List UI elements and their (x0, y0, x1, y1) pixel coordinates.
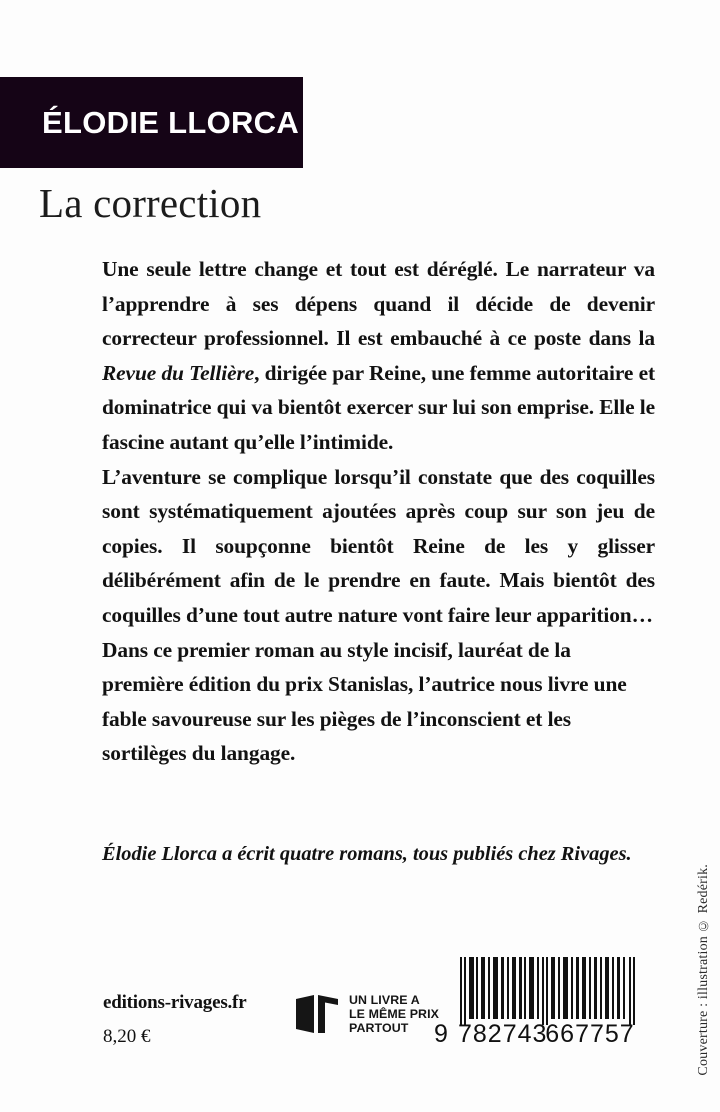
isbn-barcode (434, 957, 640, 1053)
single-price-logo-text (349, 993, 439, 1036)
publisher-website[interactable]: editions-rivages.fr (103, 992, 247, 1013)
back-cover-blurb (102, 252, 655, 771)
barcode-bars (460, 957, 640, 1025)
blurb-paragraph-1 (102, 252, 655, 460)
isbn-left-group: 782743 (458, 1019, 548, 1048)
price-label: 8,20 € (103, 1026, 151, 1047)
blurb-review-title: Revue du Tellière (102, 360, 255, 385)
isbn-digits (434, 1019, 640, 1049)
open-book-icon (294, 993, 340, 1035)
price-logo-line-2: LE MÊME PRIX (349, 1007, 440, 1022)
blurb-paragraph-2: L’aventure se complique lorsqu’il constate que des coquilles sont systématiquement ajoutées après coup sur son jeu de copies. Il soupçonne bientôt Reine de les y glisser délibérément afin de le prendre en faute. Mais bientôt des coquilles d’une tout autre nature vont faire leur apparition… (102, 464, 655, 627)
author-name-band (0, 77, 303, 168)
book-title: La correction (39, 180, 262, 226)
blurb-p1-text-before-italic: Une seule lettre change et tout est déréglé. Le narrateur va l’apprendre à ses dépens quand il décide de devenir correcteur professionnel. Il est embauché à ce poste dans la (102, 257, 655, 351)
blurb-paragraph-3: Dans ce premier roman au style incisif, lauréat de la première édition du prix Stanislas, l’autrice nous livre une fable savoureuse sur les pièges de l’inconscient et les sortilèges du langage. (102, 637, 627, 766)
isbn-prefix-digit: 9 (434, 1019, 448, 1048)
author-name: ÉLODIE LLORCA (42, 104, 300, 140)
price-logo-line-1: UN LIVRE A (349, 993, 420, 1007)
price-logo-line-3: PARTOUT (349, 1021, 409, 1036)
isbn-right-group: 667757 (545, 1019, 635, 1048)
cover-illustration-credit: Couverture : illustration © Redérik. (696, 864, 711, 1076)
single-price-logo (294, 993, 439, 1036)
author-bio-note: Élodie Llorca a écrit quatre romans, tous publiés chez Rivages. (102, 843, 632, 865)
blurb-p1-text-after-italic: , dirigée par Reine, une femme autoritaire et dominatrice qui va bientôt exercer sur lui son emprise. Elle le fascine autant qu’elle l’intimide. (102, 360, 655, 454)
